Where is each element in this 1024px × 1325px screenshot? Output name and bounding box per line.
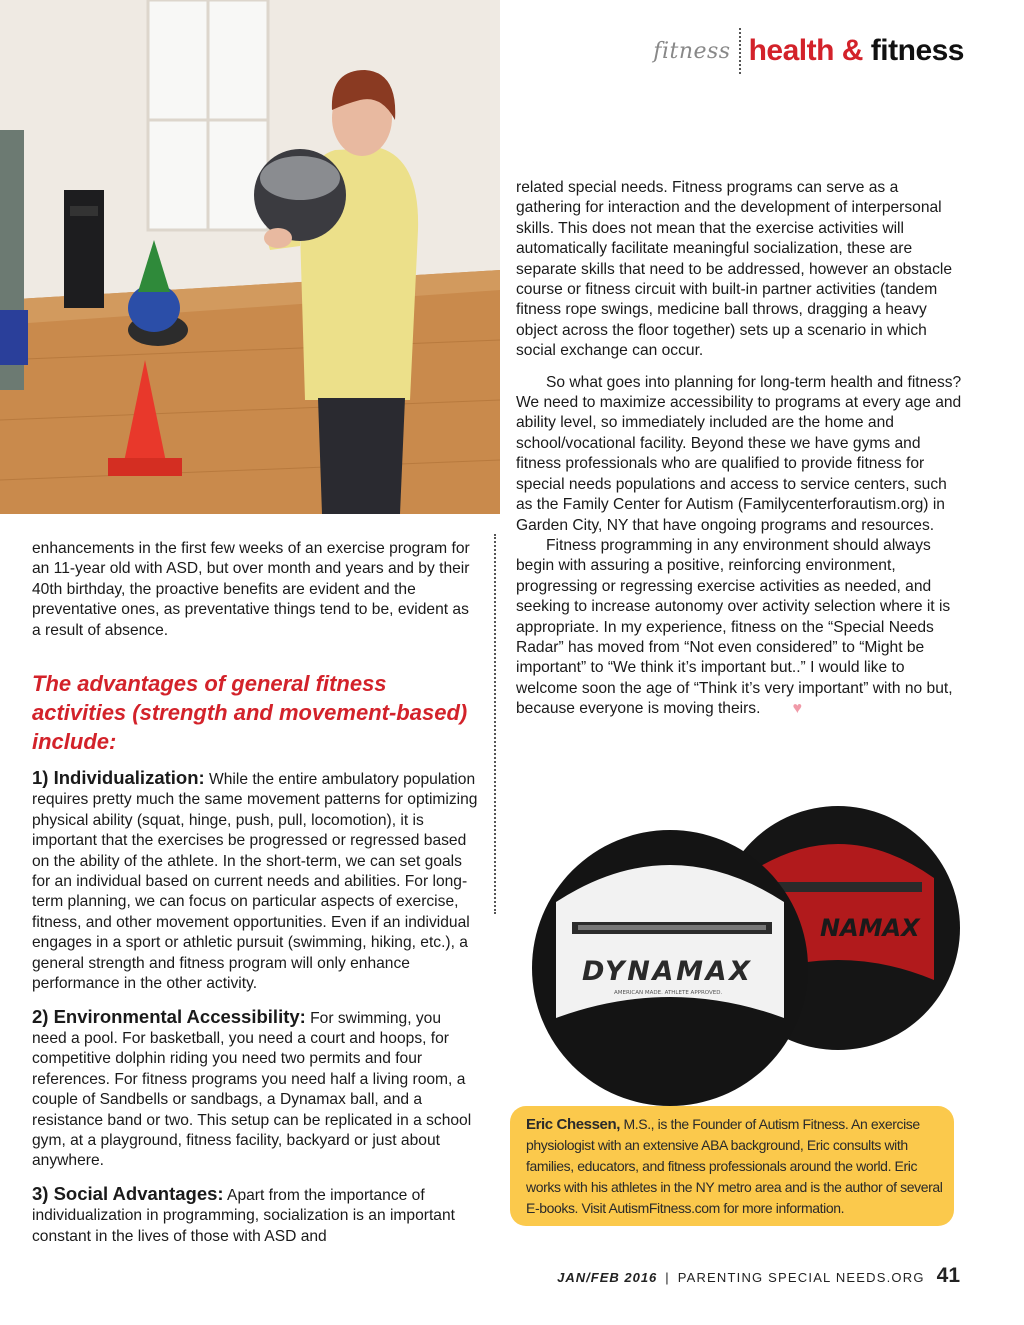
- page-number: 41: [936, 1264, 960, 1287]
- heart-icon: ♥: [792, 700, 802, 718]
- advantages-subheading: The advantages of general fitness activities (strength and movement-based) include:: [32, 671, 468, 755]
- author-name: Eric Chessen,: [526, 1116, 621, 1133]
- section-title-red: health &: [748, 34, 863, 67]
- advantage-text: Apart from the importance of individualization in programming, socialization is an important constant in the lives of those with ASD and: [32, 1186, 455, 1245]
- header-divider: [739, 28, 741, 74]
- advantage-item-individualization: [32, 768, 480, 994]
- advantage-heading: 3) Social Advantages:: [32, 1182, 224, 1204]
- publication-site: PARENTING SPECIAL NEEDS.ORG: [677, 1270, 925, 1285]
- section-script-label: fitness: [653, 38, 731, 64]
- footer-separator: |: [665, 1270, 670, 1285]
- medicine-balls-image: [520, 790, 970, 1112]
- ball-brand-front: DYNAMAX: [582, 956, 750, 987]
- advantage-item-accessibility: [32, 1007, 480, 1172]
- intro-paragraph: enhancements in the first few weeks of an exercise program for an 11-year old with ASD, but over month and years and by their 40th birthday, the proactive benefits are evident and the preventative ones, as preventative things tend to be, evident as a result of absence.: [32, 540, 470, 639]
- author-bio-box: [510, 1106, 954, 1226]
- right-column: [516, 178, 964, 720]
- exercise-photo: [0, 0, 500, 514]
- advantage-heading: 1) Individualization:: [32, 767, 205, 789]
- ball-brand-back: NAMAX: [820, 914, 920, 942]
- programming-text: Fitness programming in any environment should always begin with assuring a positive, reinforcing environment, progressing or regressing exercise activities as needed, and seeking to increase autonomy over activity selection where it is appropriate. In my experience, fitness on the “Special Needs Radar” has moved from “Not even considered” to “Might be important” to “We think it’s important but..” I would like to welcome soon the age of “Think it’s very important” with no but, because everyone is moving theirs.: [516, 536, 953, 718]
- author-bio-text: M.S., is the Founder of Autism Fitness. An exercise physiologist with an extensive ABA background, Eric consults with families, educators, and fitness professionals around the world. Eric works with his athletes in the NY metro area and is the author of several E-books. Visit AutismFitness.com for more information.: [526, 1116, 943, 1216]
- advantage-text: While the entire ambulatory population requires pretty much the same movement patterns for optimizing physical ability (squat, hinge, push, pull, locomotion), it is important that the exercises be progressed or regressed based on the ability of the athlete. In the short-term, we can set goals for an individual based on current needs and abilities. For long-term planning, we can focus on particular aspects of exercise, fitness, and other movement opportunities. Even if an individual engages in a sport or athletic pursuit (swimming, hiking, etc.), a general strength and fitness program will only enhance performance in the other activity.: [32, 771, 478, 993]
- section-header: [653, 28, 964, 74]
- advantage-item-social: [32, 1184, 480, 1247]
- section-title-black: fitness: [870, 34, 964, 67]
- issue-date: JAN/FEB 2016: [557, 1270, 658, 1285]
- page-footer: [557, 1264, 960, 1288]
- advantage-heading: 2) Environmental Accessibility:: [32, 1005, 306, 1027]
- column-divider: [494, 534, 496, 914]
- advantage-text: For swimming, you need a pool. For basketball, you need a court and hoops, for competitive dolphin riding you need two permits and four references. For fitness programs you need half a living room, a couple of Sandbells or sandbags, a Dynamax ball, and a resistance band or two. This setup can be replicated in a school gym, at a playground, fitness facility, backyard or just about anywhere.: [32, 1009, 472, 1170]
- left-column: [32, 539, 480, 1247]
- section-title: [749, 34, 964, 68]
- planning-paragraph: So what goes into planning for long-term health and fitness? We need to maximize accessibility to programs at every age and ability level, so immediately included are the home and school/vocational facility. Beyond these we have gyms and fitness professionals who are qualified to provide fitness for special needs populations and access to service centers, such as the Family Center for Autism (Familycenterforautism.org) in Garden City, NY that have ongoing programs and resources.: [516, 373, 962, 534]
- ball-tagline: AMERICAN MADE. ATHLETE APPROVED.: [614, 990, 723, 996]
- social-continued-paragraph: related special needs. Fitness programs can serve as a gathering for interaction and the development of interpersonal skills. This does not mean that the exercise activities will automatically facilitate meaningful socialization, these are separate skills that need to be addressed, however an obstacle course or fitness circuit with built-in partner activities (tandem fitness rope swings, medicine ball throws, dragging a heavy object across the floor together) sets up a scenario in which social exchange can occur.: [516, 179, 953, 360]
- programming-paragraph: [516, 536, 964, 720]
